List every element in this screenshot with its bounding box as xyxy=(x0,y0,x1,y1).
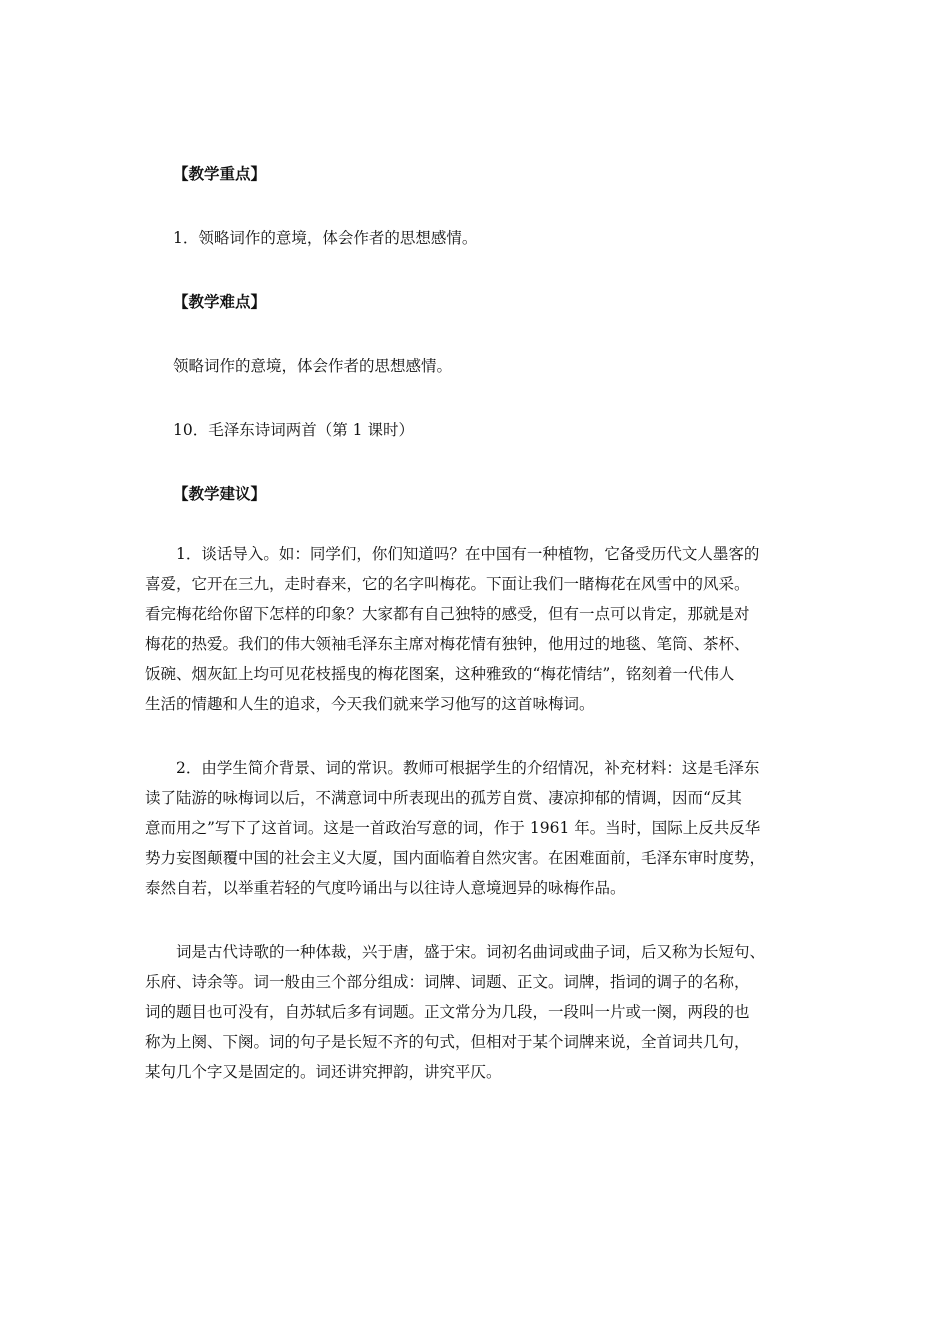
paragraph-line: 1．谈话导入。如：同学们，你们知道吗？在中国有一种植物，它备受历代文人墨客的 xyxy=(176,545,760,563)
spacer xyxy=(145,188,813,224)
teaching-difficulty-item: 领略词作的意境，体会作者的思想感情。 xyxy=(173,357,453,375)
teaching-focus-heading: 【教学重点】 xyxy=(173,165,267,183)
spacer xyxy=(145,252,813,288)
spacer xyxy=(145,380,813,416)
spacer xyxy=(145,903,813,937)
paragraph-ci-knowledge xyxy=(145,937,813,1087)
document-page xyxy=(145,160,813,1087)
spacer xyxy=(145,316,813,352)
paragraph-line: 喜爱，它开在三九，走时春来，它的名字叫梅花。下面让我们一睹梅花在风雪中的风采。 xyxy=(145,575,750,593)
spacer xyxy=(145,508,813,539)
paragraph-line: 称为上阕、下阕。词的句子是长短不齐的句式，但相对于某个词牌来说，全首词共几句， xyxy=(145,1033,750,1051)
paragraph-line: 泰然自若，以举重若轻的气度吟诵出与以往诗人意境迥异的咏梅作品。 xyxy=(145,879,626,897)
paragraph-line: 生活的情趣和人生的追求，今天我们就来学习他写的这首咏梅词。 xyxy=(145,695,595,713)
paragraph-line: 饭碗、烟灰缸上均可见花枝摇曳的梅花图案，这种雅致的“梅花情结”，铭刻着一代伟人 xyxy=(145,665,735,683)
paragraph-line: 梅花的热爱。我们的伟大领袖毛泽东主席对梅花情有独钟，他用过的地毯、笔筒、茶杯、 xyxy=(145,635,750,653)
paragraph-line: 词是古代诗歌的一种体裁，兴于唐，盛于宋。词初名曲词或曲子词，后又称为长短句、 xyxy=(176,943,766,961)
paragraph-introduction xyxy=(145,539,813,719)
lesson-title: 10．毛泽东诗词两首（第 1 课时） xyxy=(173,421,414,439)
paragraph-line: 读了陆游的咏梅词以后，不满意词中所表现出的孤芳自赏、凄凉抑郁的情调，因而“反其 xyxy=(145,789,742,807)
paragraph-line: 看完梅花给你留下怎样的印象？大家都有自己独特的感受，但有一点可以肯定，那就是对 xyxy=(145,605,750,623)
paragraph-line: 某句几个字又是固定的。词还讲究押韵，讲究平仄。 xyxy=(145,1063,502,1081)
teaching-difficulty-heading: 【教学难点】 xyxy=(173,293,267,311)
teaching-focus-item: 1．领略词作的意境，体会作者的思想感情。 xyxy=(173,229,478,247)
paragraph-line: 意而用之”写下了这首词。这是一首政治写意的词，作于 1961 年。当时，国际上反共反华 xyxy=(145,819,761,837)
spacer xyxy=(145,719,813,753)
paragraph-line: 势力妄图颠覆中国的社会主义大厦，国内面临着自然灾害。在困难面前，毛泽东审时度势， xyxy=(145,849,766,867)
teaching-suggestion-heading: 【教学建议】 xyxy=(173,485,267,503)
paragraph-background xyxy=(145,753,813,903)
paragraph-line: 乐府、诗余等。词一般由三个部分组成：词牌、词题、正文。词牌，指词的调子的名称， xyxy=(145,973,750,991)
paragraph-line: 词的题目也可没有，自苏轼后多有词题。正文常分为几段，一段叫一片或一阕，两段的也 xyxy=(145,1003,750,1021)
spacer xyxy=(145,444,813,480)
paragraph-line: 2．由学生简介背景、词的常识。教师可根据学生的介绍情况，补充材料：这是毛泽东 xyxy=(176,759,760,777)
